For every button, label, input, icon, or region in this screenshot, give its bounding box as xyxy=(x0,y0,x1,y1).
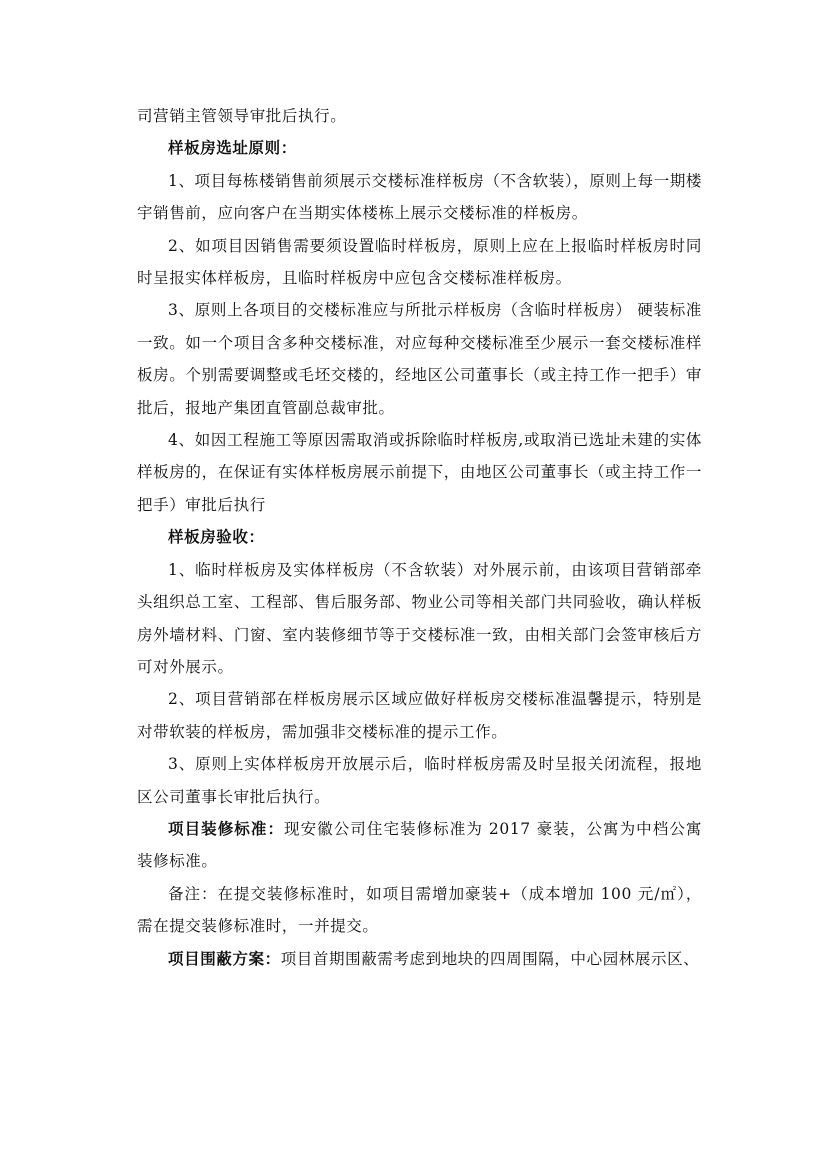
section-heading-showroom-acceptance: 样板房验收： xyxy=(168,527,265,547)
decoration-standard-label: 项目装修标准： xyxy=(168,818,285,838)
paragraph-enclosure-plan xyxy=(137,943,702,975)
paragraph-site-rule-1: 1、项目每栋楼销售前须展示交楼标准样板房（不含软装），原则上每一期楼宇销售前，应向客户在当期实体楼栋上展示交楼标准的样板房。 xyxy=(137,171,703,223)
paragraph-decoration-standard xyxy=(137,813,702,878)
paragraph-acceptance-rule-3: 3、原则上实体样板房开放展示后，临时样板房需及时呈报关闭流程，报地区公司董事长审批后执行。 xyxy=(137,755,702,806)
paragraph-acceptance-rule-1: 1、临时样板房及实体样板房（不含软装）对外展示前，由该项目营销部牵头组织总工室、工程部、售后服务部、物业公司等相关部门共同验收，确认样板房外墙材料、门窗、室内装修细节等于交楼标准一致，由相关部门会签审核后方可对外展示。 xyxy=(137,560,702,676)
enclosure-plan-label: 项目围蔽方案： xyxy=(168,948,281,968)
decoration-standard-text: 现安徽公司住宅装修标准为 2017 豪装，公寓为中档公寓装修标准。 xyxy=(137,819,702,871)
paragraph-acceptance-rule-2: 2、项目营销部在样板房展示区域应做好样板房交楼标准温馨提示，特别是对带软装的样板房，需加强非交楼标准的提示工作。 xyxy=(137,690,702,741)
paragraph-site-rule-3: 3、原则上各项目的交楼标准应与所批示样板房（含临时样板房） 硬装标准一致。如一个项目含多种交楼标准，对应每种交楼标准至少展示一套交楼标准样板房。个别需要调整或毛坯交楼的，经地区公司董事长（或主持工作一把手）审批后，报地产集团直管副总裁审批。 xyxy=(137,301,702,417)
paragraph-remark: 备注：在提交装修标准时，如项目需增加豪装+（成本增加 100 元/㎡），需在提交装修标准时，一并提交。 xyxy=(137,884,702,936)
document-page xyxy=(137,100,702,975)
section-heading-showroom-site-principles: 样板房选址原则： xyxy=(168,138,297,158)
paragraph-site-rule-2: 2、如项目因销售需要须设置临时样板房，原则上应在上报临时样板房时同时呈报实体样板房，且临时样板房中应包含交楼标准样板房。 xyxy=(137,236,702,288)
enclosure-plan-text: 项目首期围蔽需考虑到地块的四周围隔，中心园林展示区、 xyxy=(280,949,700,968)
paragraph-continuation: 司营销主管领导审批后执行。 xyxy=(137,107,347,125)
paragraph-site-rule-4: 4、如因工程施工等原因需取消或拆除临时样板房,或取消已选址未建的实体样板房的，在保证有实体样板房展示前提下，由地区公司董事长（或主持工作一把手）审批后执行 xyxy=(137,431,702,514)
